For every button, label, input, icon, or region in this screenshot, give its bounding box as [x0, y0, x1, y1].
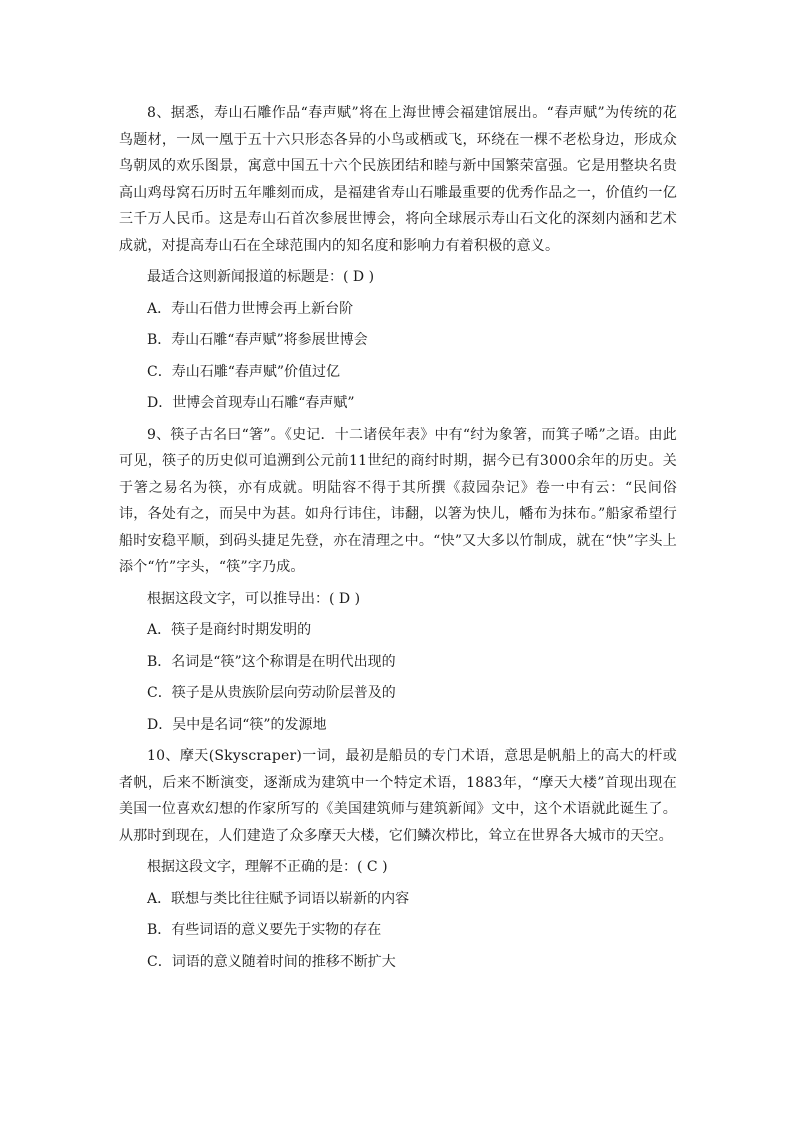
document-page [119, 100, 677, 980]
question-10-passage: 10、摩天(Skyscraper)一词，最初是船员的专门术语，意思是帆船上的高大的杆或者帆，后来不断演变，逐渐成为建筑中一个特定术语，1883年，“摩天大楼”首现出现在美国一位喜欢幻想的作家所写的《美国建筑师与建筑新闻》文中，这个术语就此诞生了。从那时到现在，人们建造了众多摩天大楼，它们鳞次栉比，耸立在世界各大城市的天空。 [119, 748, 677, 844]
question-8 [119, 100, 677, 417]
question-9-prompt: 根据这段文字，可以推导出：( D ) [147, 590, 361, 607]
question-9-option-b: B．名词是“筷”这个称谓是在明代出现的 [147, 653, 396, 670]
question-8-passage: 8、据悉，寿山石雕作品“春声赋”将在上海世博会福建馆展出。“春声赋”为传统的花鸟题材，一凤一凰于五十六只形态各异的小鸟或栖或飞，环绕在一棵不老松身边，形成众鸟朝凤的欢乐图景，寓意中国五十六个民族团结和睦与新中国繁荣富强。它是用整块名贵高山鸡母窝石历时五年雕刻而成，是福建省寿山石雕最重要的优秀作品之一，价值约一亿三千万人民币。这是寿山石首次参展世博会，将向全球展示寿山石文化的深刻内涵和艺术成就，对提高寿山石在全球范围内的知名度和影响力有着积极的意义。 [119, 105, 677, 254]
question-8-option-d: D．世博会首现寿山石雕“春声赋” [147, 395, 355, 411]
question-9 [119, 422, 677, 739]
question-10-option-a: A．联想与类比往往赋予词语以崭新的内容 [147, 890, 410, 907]
question-8-option-c: C．寿山石雕“春声赋”价值过亿 [147, 363, 341, 380]
question-10-option-b: B．有些词语的意义要先于实物的存在 [147, 922, 382, 938]
question-9-passage: 9、筷子古名曰“箸”。《史记．十二诸侯年表》中有“纣为象箸，而箕子唏”之语。由此可见，筷子的历史似可追溯到公元前11世纪的商纣时期，据今已有3000余年的历史。关于箸之易名为筷，亦有成就。明陆容不得于其所撰《菽园杂记》卷一中有云：“民间俗讳，各处有之，而吴中为甚。如舟行讳住，讳翻，以箸为快儿，幡布为抹布。”船家希望行船时安稳平顺，到码头捷足先登，亦在清理之中。“快”又大多以竹制成，就在“快”字头上添个“竹”字头，“筷”字乃成。 [119, 426, 677, 575]
question-10 [119, 743, 677, 975]
question-8-option-a: A．寿山石借力世博会再上新台阶 [147, 300, 354, 317]
question-8-prompt: 最适合这则新闻报道的标题是：( D ) [147, 269, 375, 285]
question-10-option-c: C．词语的意义随着时间的推移不断扩大 [147, 953, 396, 970]
question-9-option-a: A．筷子是商纣时期发明的 [147, 622, 312, 638]
question-9-option-d: D．吴中是名词“筷”的发源地 [147, 716, 327, 733]
question-10-prompt: 根据这段文字，理解不正确的是：( C ) [147, 859, 388, 875]
question-8-option-b: B．寿山石雕“春声赋”将参展世博会 [147, 332, 368, 348]
question-9-option-c: C．筷子是从贵族阶层向劳动阶层普及的 [147, 685, 396, 701]
